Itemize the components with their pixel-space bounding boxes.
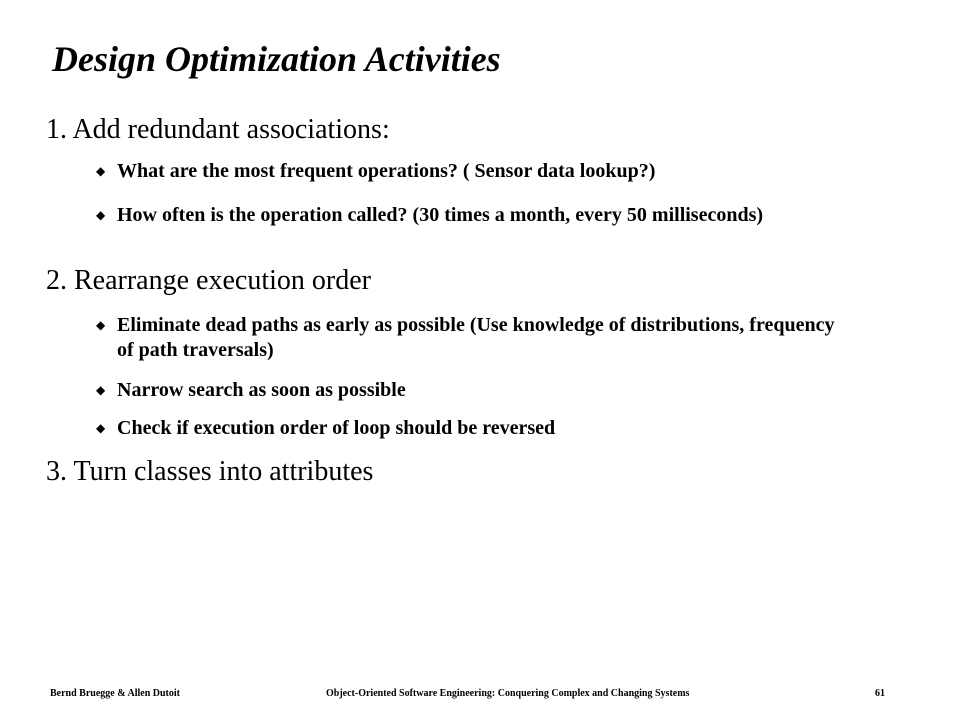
subpoint-text: Check if execution order of loop should be reversed bbox=[117, 417, 556, 439]
footer-page-number: 61 bbox=[875, 688, 885, 699]
point-3-label: 3. Turn classes into attributes bbox=[46, 456, 374, 487]
subpoint bbox=[96, 313, 856, 363]
subpoint bbox=[96, 378, 856, 403]
subpoint-text: Narrow search as soon as possible bbox=[117, 379, 406, 401]
subpoint bbox=[96, 159, 856, 184]
footer-authors: Bernd Bruegge & Allen Dutoit bbox=[50, 688, 180, 699]
subpoint-text: How often is the operation called? (30 times a month, every 50 milliseconds) bbox=[117, 204, 764, 226]
footer-book-title: Object-Oriented Software Engineering: Conquering Complex and Changing Systems bbox=[326, 688, 690, 699]
diamond-bullet-icon: ◆ bbox=[96, 164, 106, 178]
slide-title: Design Optimization Activities bbox=[52, 39, 501, 79]
subpoint-text: What are the most frequent operations? ( Sensor data lookup?) bbox=[117, 160, 656, 182]
diamond-bullet-icon: ◆ bbox=[96, 318, 106, 332]
point-2-label: 2. Rearrange execution order bbox=[46, 265, 371, 296]
subpoint bbox=[96, 416, 856, 441]
subpoint bbox=[96, 203, 856, 228]
point-1-label: 1. Add redundant associations: bbox=[46, 114, 390, 145]
subpoint-text: Eliminate dead paths as early as possible (Use knowledge of distributions, frequency of path traversals) bbox=[117, 314, 835, 361]
diamond-bullet-icon: ◆ bbox=[96, 383, 106, 397]
diamond-bullet-icon: ◆ bbox=[96, 421, 106, 435]
diamond-bullet-icon: ◆ bbox=[96, 208, 106, 222]
